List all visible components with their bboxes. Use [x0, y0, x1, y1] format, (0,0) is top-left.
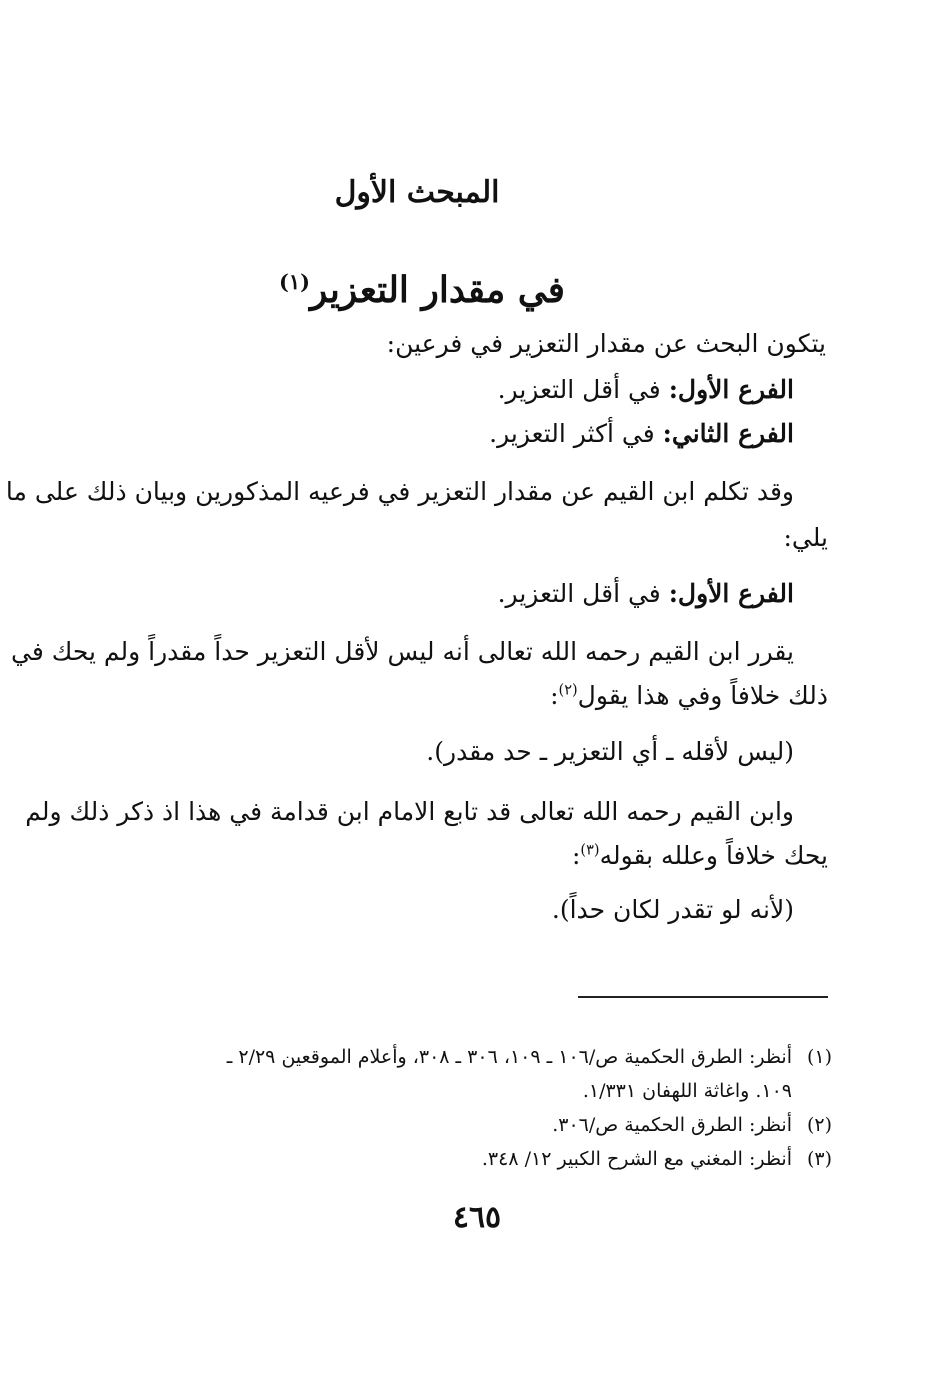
footnote-1-line2: ١٠٩. واغاثة اللهفان ١/٣٣١.	[582, 1080, 792, 1102]
para1-line1: وقد تكلم ابن القيم عن مقدار التعزير في فرعيه المذكورين وبيان ذلك على ما	[5, 477, 794, 506]
para3-line2-text: يحك خلافاً وعلله بقوله	[599, 841, 828, 870]
branch2-text: في أكثر التعزير.	[489, 419, 655, 448]
chapter-title	[0, 262, 944, 318]
quote1-line: (ليس لأقله ـ أي التعزير ـ حد مقدر).	[426, 737, 794, 766]
footnote-3	[482, 1144, 832, 1174]
footnote-3-number: (٣)	[806, 1148, 832, 1170]
para2-line2	[550, 676, 828, 716]
branch2-line	[489, 414, 794, 454]
sub1-label: الفرع الأول:	[668, 579, 794, 608]
branch1-label: الفرع الأول:	[668, 375, 794, 404]
chapter-title-footnote-ref: (١)	[278, 269, 310, 294]
para2-tail: :	[550, 681, 559, 710]
footnote-1-text: أنظر: الطرق الحكمية ص/١٠٦ ـ ١٠٩، ٣٠٦ ـ ٣٠٨، وأعلام الموقعين ٢/٢٩ ـ	[226, 1046, 792, 1068]
sub1-line	[498, 574, 794, 614]
branch1-line	[498, 370, 794, 410]
footnote-1-line1	[135, 1042, 832, 1072]
footnote-3-text: أنظر: المغني مع الشرح الكبير ١٢/ ٣٤٨.	[481, 1148, 792, 1170]
intro-line: يتكون البحث عن مقدار التعزير في فرعين:	[386, 329, 826, 358]
footnote-2-number: (٢)	[806, 1114, 832, 1136]
footnote-1-number: (١)	[806, 1046, 832, 1068]
branch1-text: في أقل التعزير.	[497, 375, 661, 404]
section-title: المبحث الأول	[334, 175, 500, 210]
para3-footnote-ref: (٣)	[580, 842, 600, 859]
footnote-2-text: أنظر: الطرق الحكمية ص/٣٠٦.	[552, 1114, 792, 1136]
para3-line2	[572, 836, 828, 876]
para2-line2-text: ذلك خلافاً وفي هذا يقول	[577, 681, 828, 710]
branch2-label: الفرع الثاني:	[662, 419, 794, 448]
para3-line1: وابن القيم رحمه الله تعالى قد تابع الامام ابن قدامة في هذا اذ ذكر ذلك ولم	[25, 797, 794, 826]
footnote-separator	[578, 996, 828, 998]
para3-tail: :	[571, 841, 581, 870]
footnote-2	[552, 1110, 832, 1140]
chapter-title-text: في مقدار التعزير	[309, 269, 565, 311]
quote2-line: (لأنه لو تقدر لكان حداً).	[551, 895, 794, 924]
para2-line1: يقرر ابن القيم رحمه الله تعالى أنه ليس لأقل التعزير حداً مقدراً ولم يحك في	[11, 637, 794, 666]
page-number: ٤٦٥	[452, 1200, 502, 1235]
para2-footnote-ref: (٢)	[558, 682, 578, 699]
sub1-text: في أقل التعزير.	[497, 579, 661, 608]
para1-line2: يلي:	[783, 523, 828, 552]
